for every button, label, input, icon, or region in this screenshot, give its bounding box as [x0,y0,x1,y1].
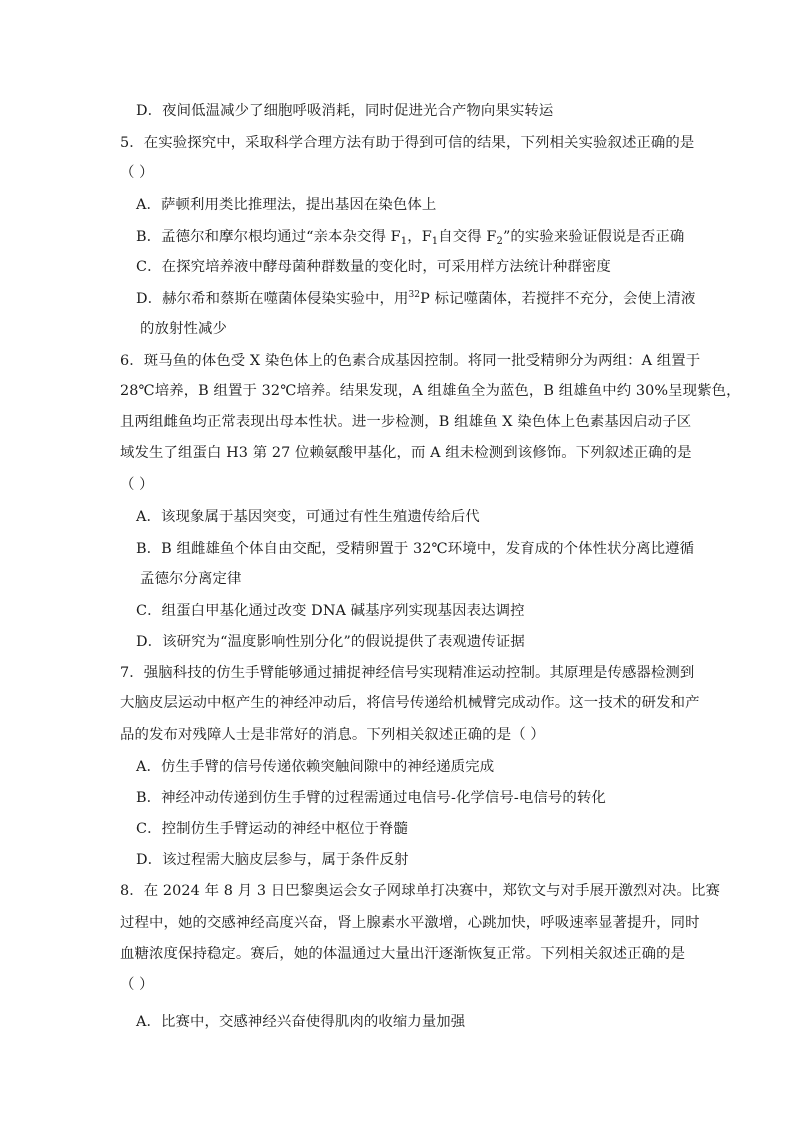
q8-stem-line-2: 过程中，她的交感神经高度兴奋，肾上腺素水平激增，心跳加快，呼吸速率显著提升，同时 [120,915,700,931]
q5-option-d-text-2: P 标记噬菌体，若搅拌不充分，会使上清液 [420,291,696,307]
q7-option-c: C．控制仿生手臂运动的神经中枢位于脊髓 [136,821,408,837]
q6-option-a: A．该现象属于基因突变，可通过有性生殖遗传给后代 [136,509,480,525]
q7-stem-line-3: 品的发布对残障人士是非常好的消息。下列相关叙述正确的是（ ） [120,727,545,743]
q5-option-b-text-3: 自交得 F [438,229,497,245]
f1-subscript: 1 [431,236,439,247]
q6-option-b-continued: 孟德尔分离定律 [140,571,242,587]
q7-option-d: D．该过程需大脑皮层参与，属于条件反射 [136,852,409,868]
q5-option-b [136,227,684,247]
q7-option-a: A．仿生手臂的信号传递依赖突触间隙中的神经递质完成 [136,759,495,775]
q6-option-c: C．组蛋白甲基化通过改变 DNA 碱基序列实现基因表达调控 [136,603,525,619]
q5-option-d-continued: 的放射性减少 [140,321,227,337]
q5-answer-blank: （ ） [120,165,154,181]
q5-option-d-text-1: D．赫尔希和蔡斯在噬菌体侵染实验中，用 [136,291,409,307]
q5-option-b-text-2: ，F [407,229,432,245]
q6-stem-line-4: 域发生了组蛋白 H3 第 27 位赖氨酸甲基化，而 A 组未检测到该修饰。下列叙述正确的是 [120,445,692,461]
isotope-superscript: 32 [408,290,421,300]
f1-subscript: 1 [400,236,408,247]
q6-answer-blank: （ ） [120,477,154,493]
q8-option-a: A．比赛中，交感神经兴奋使得肌肉的收缩力量加强 [136,1014,466,1030]
q5-option-c: C．在探究培养液中酵母菌种群数量的变化时，可采用样方法统计种群密度 [136,259,611,275]
q6-stem-line-1: 6．斑马鱼的体色受 X 染色体上的色素合成基因控制。将同一批受精卵分为两组：A 组置于 [120,353,701,369]
q4-option-d: D．夜间低温减少了细胞呼吸消耗，同时促进光合产物向果实转运 [136,103,554,119]
q8-answer-blank: （ ） [120,977,154,993]
q7-stem-line-1: 7．强脑科技的仿生手臂能够通过捕捉神经信号实现精准运动控制。其原理是传感器检测到 [120,665,695,681]
q6-option-b: B．B 组雌雄鱼个体自由交配，受精卵置于 32℃环境中，发育成的个体性状分离比遵循 [136,541,695,557]
q5-option-b-text-4: ”的实验来验证假说是否正确 [502,229,685,245]
q7-option-b: B．神经冲动传递到仿生手臂的过程需通过电信号-化学信号-电信号的转化 [136,790,606,806]
q5-stem: 5．在实验探究中，采取科学合理方法有助于得到可信的结果，下列相关实验叙述正确的是 [120,135,695,151]
q5-option-a: A．萨顿利用类比推理法，提出基因在染色体上 [136,197,437,213]
q6-stem-line-2: 28℃培养，B 组置于 32℃培养。结果发现，A 组雄鱼全为蓝色，B 组雄鱼中约 30%呈现紫色， [120,383,741,399]
q7-stem-line-2: 大脑皮层运动中枢产生的神经冲动后，将信号传递给机械臂完成动作。这一技术的研发和产 [120,695,700,711]
q5-option-b-text-1: B．孟德尔和摩尔根均通过“亲本杂交得 F [136,229,401,245]
q6-option-d: D．该研究为“温度影响性别分化”的假说提供了表观遗传证据 [136,634,525,650]
q6-stem-line-3: 且两组雌鱼均正常表现出母本性状。进一步检测，B 组雄鱼 X 染色体上色素基因启动子区 [120,414,692,430]
q8-stem-line-3: 血糖浓度保持稳定。赛后，她的体温通过大量出汗逐渐恢复正常。下列相关叙述正确的是 [120,946,686,962]
q5-option-d [136,289,695,309]
q8-stem-line-1: 8．在 2024 年 8 月 3 日巴黎奥运会女子网球单打决赛中，郑钦文与对手展开激烈对决。比赛 [120,883,721,899]
f2-subscript: 2 [496,236,503,247]
